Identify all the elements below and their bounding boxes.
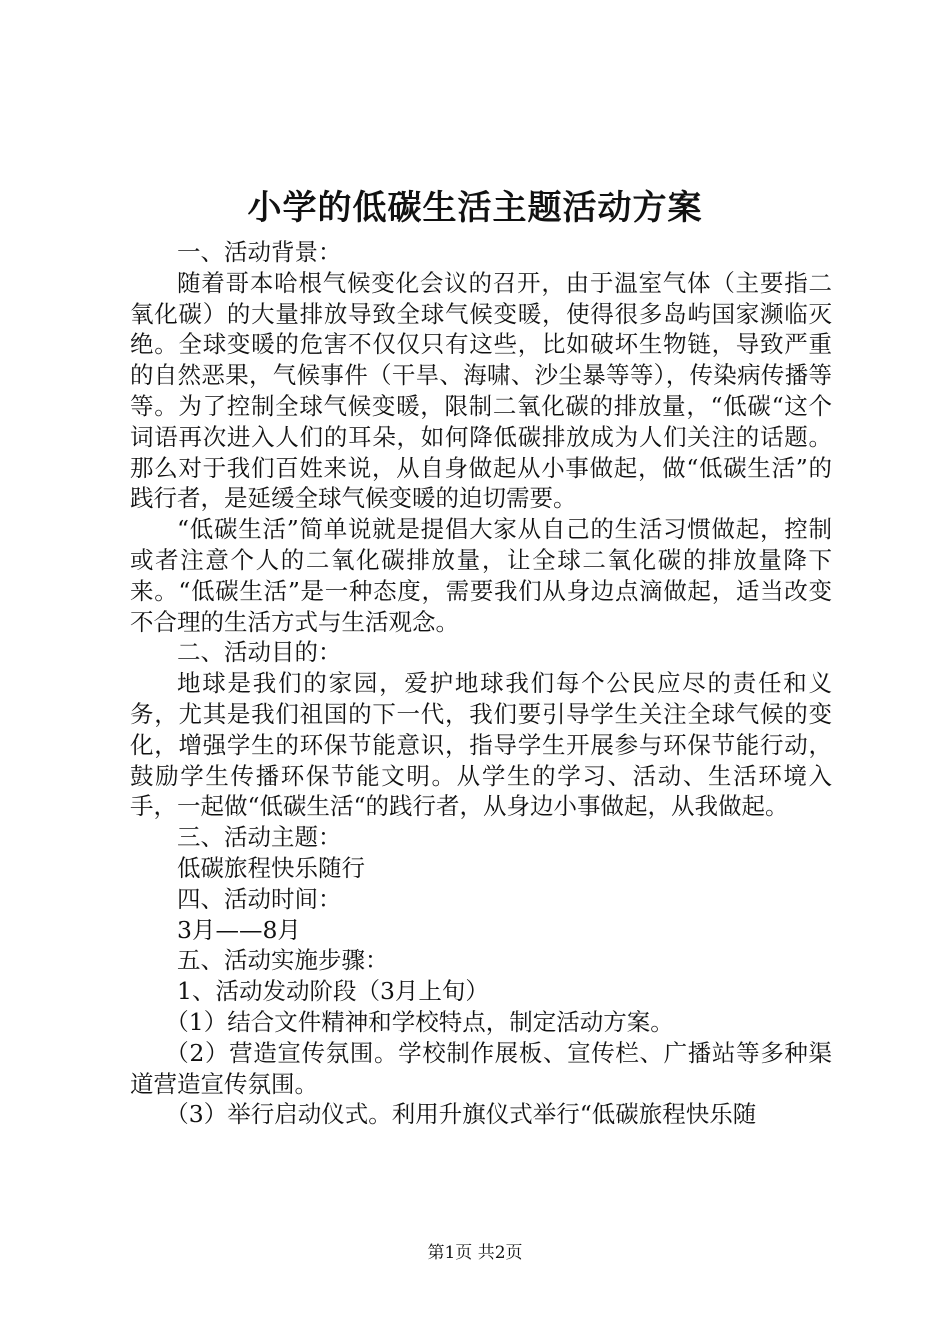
paragraph-background: 随着哥本哈根气候变化会议的召开，由于温室气体（主要指二氧化碳）的大量排放导致全球气候变暖，使得很多岛屿国家濒临灭绝。全球变暖的危害不仅仅只有这些，比如破坏生物链，导致严重的自然恶果，气候事件（干旱、海啸、沙尘暴等等），传染病传播等等。为了控制全球气候变暖，限制二氧化碳的排放量，“低碳“这个词语再次进入人们的耳朵，如何降低碳排放成为人们关注的话题。那么对于我们百姓来说，从自身做起从小事做起，做“低碳生活”的践行者，是延缓全球气候变暖的迫切需要。 <box>130 268 832 513</box>
document-title: 小学的低碳生活主题活动方案 <box>247 188 703 228</box>
paragraph-section-1-heading: 一、活动背景： <box>177 238 342 266</box>
paragraph-theme: 低碳旅程快乐随行 <box>177 853 365 882</box>
page-footer: 第1页 共2页 <box>427 1243 523 1263</box>
paragraph-purpose: 地球是我们的家园，爱护地球我们每个公民应尽的责任和义务，尤其是我们祖国的下一代，我们要引导学生关注全球气候的变化，增强学生的环保节能意识，指导学生开展参与环保节能行动，鼓励学生传播环保节能文明。从学生的学习、活动、生活环境入手，一起做“低碳生活“的践行者，从身边小事做起，从我做起。 <box>130 669 832 821</box>
paragraph-section-5-heading: 五、活动实施步骤： <box>177 946 389 975</box>
paragraph-step-1: 1、活动发动阶段（3月上旬） <box>177 977 489 1006</box>
paragraph-step-1-item-1: （1）结合文件精神和学校特点，制定活动方案。 <box>165 1007 674 1036</box>
paragraph-low-carbon-life: “低碳生活”简单说就是提倡大家从自己的生活习惯做起，控制或者注意个人的二氧化碳排放量，让全球二氧化碳的排放量降下来。“低碳生活”是一种态度，需要我们从身边点滴做起，适当改变不合理的生活方式与生活观念。 <box>130 515 832 636</box>
paragraph-section-2-heading: 二、活动目的： <box>177 638 342 667</box>
paragraph-step-1-item-3: （3）举行启动仪式。利用升旗仪式举行“低碳旅程快乐随 <box>165 1100 757 1129</box>
paragraph-section-3-heading: 三、活动主题： <box>177 823 342 852</box>
paragraph-time: 3月——8月 <box>177 915 301 944</box>
paragraph-step-1-item-2: （2）营造宣传氛围。学校制作展板、宣传栏、广播站等多种渠道营造宣传氛围。 <box>130 1038 832 1098</box>
paragraph-section-4-heading: 四、活动时间： <box>177 884 342 913</box>
document-body <box>130 237 832 1130</box>
